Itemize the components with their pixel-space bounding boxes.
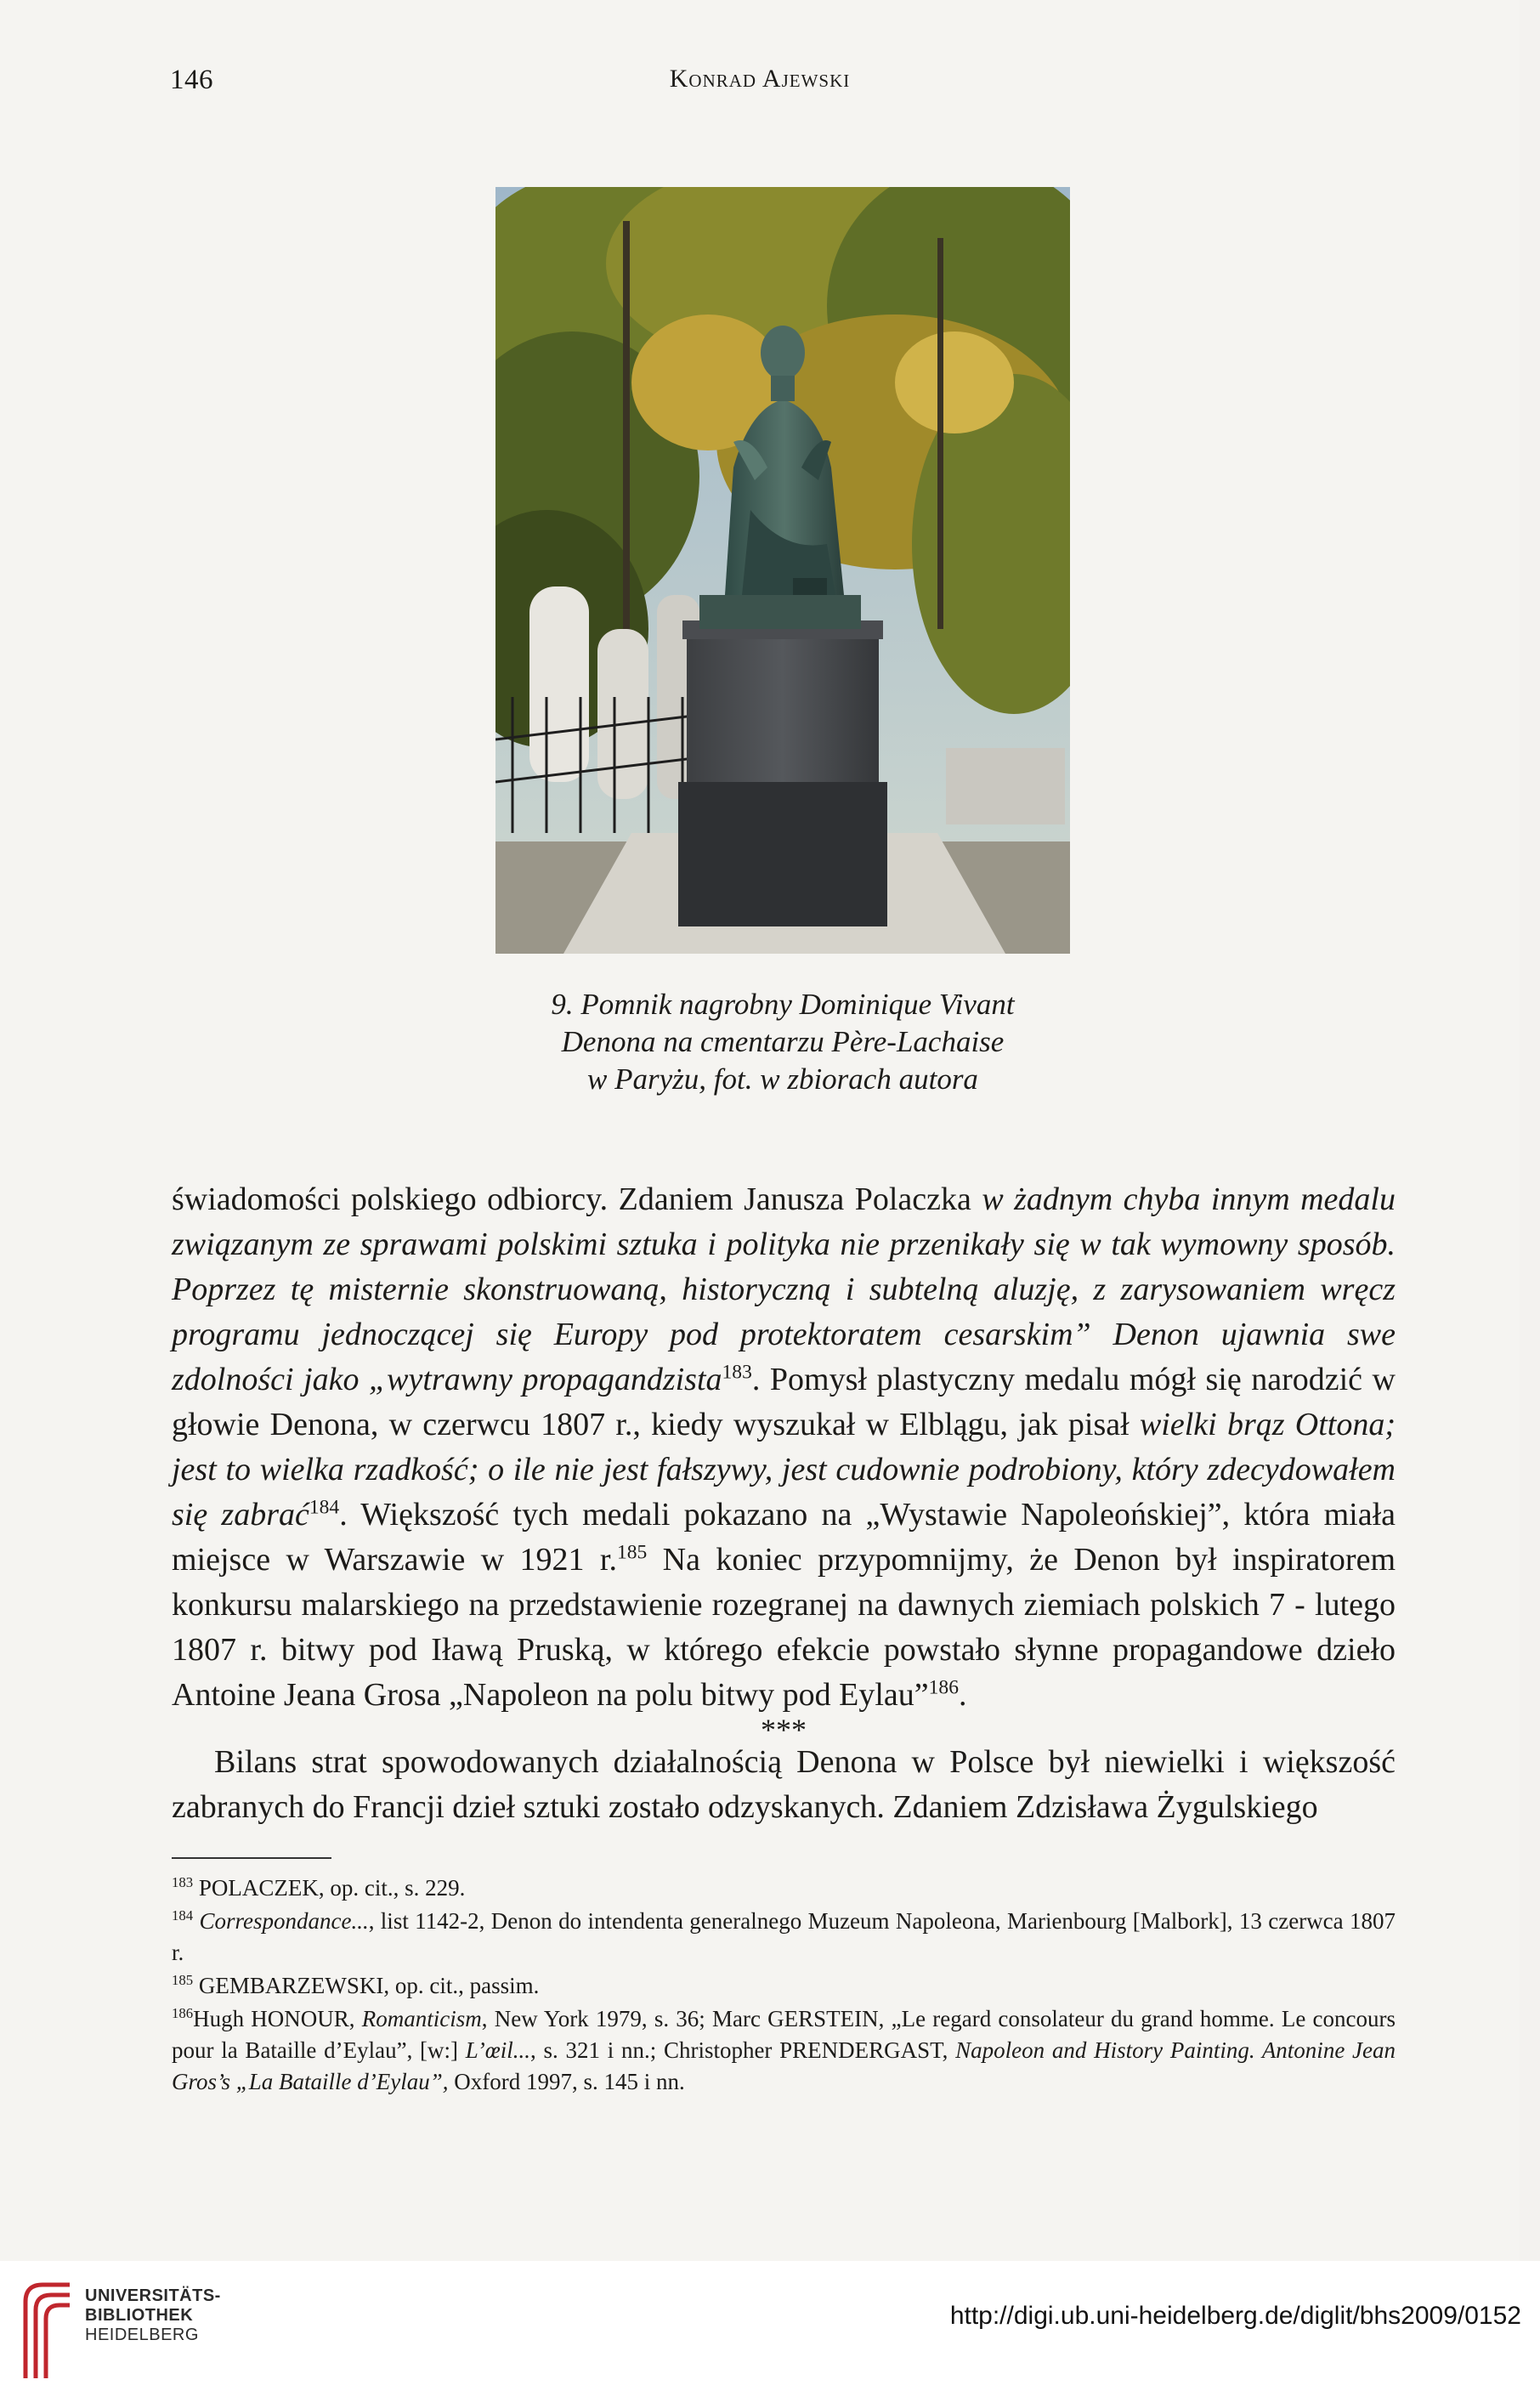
- footnotes: [172, 1873, 1396, 2099]
- footnote-title: Correspondance...: [199, 1908, 369, 1934]
- footnote-text: , s. 321 i nn.; Christopher PRENDERGAST,: [530, 2037, 956, 2063]
- footnote-text: POLACZEK, op. cit., s. 229.: [198, 1875, 466, 1901]
- footnote-183: [172, 1873, 1396, 1904]
- footnote-ref-185[interactable]: 185: [616, 1541, 648, 1564]
- p1-part-c: . Większość tych medali pokazano na „Wystawie Napoleońskiej”, która miała miejsce w Warszawie w 1921 r.: [172, 1497, 1396, 1578]
- footnote-185: [172, 1970, 1396, 2002]
- footnote-text: Oxford 1997, s. 145 i nn.: [448, 2069, 685, 2094]
- footnote-184: [172, 1906, 1396, 1969]
- p1-part-d: Na koniec przypomnijmy, że Denon był inspiratorem konkursu malarskiego na przedstawienie rozegranej na dawnych ziemiach polskich 7 - lutego 1807 r. bitwy pod Iławą Pruską, w którego efekcie powstało słynne propagandowe dzieło Antoine Jeana Grosa „Napoleon na polu bitwy pod Eylau”: [172, 1542, 1396, 1713]
- running-header-author: Konrad Ajewski: [669, 65, 851, 93]
- footnote-text: , list 1142-2, Denon do intendenta generalnego Muzeum Napoleona, Marienbourg [Malbork], 13 czerwca 1807 r.: [172, 1908, 1396, 1965]
- footnote-text: Hugh HONOUR,: [193, 2006, 362, 2031]
- footnote-title: Napoleon and History Painting. Antonine Jean Gros’s „La Bataille d’Eylau”,: [172, 2037, 1396, 2094]
- library-line-1: UNIVERSITÄTS-: [85, 2286, 221, 2305]
- caption-line-3: w Paryżu, fot. w zbiorach autora: [587, 1062, 978, 1096]
- footnote-text: , New York 1979, s. 36; Marc GERSTEIN, „Le regard consolateur du grand homme. Le concours pour la Bataille d’Eylau”, [w:]: [172, 2006, 1396, 2063]
- footnote-num: 184: [172, 1907, 194, 1924]
- footnote-num: 186: [172, 2005, 194, 2021]
- footnote-ref-183[interactable]: 183: [722, 1361, 752, 1384]
- library-line-3: HEIDELBERG: [85, 2326, 199, 2344]
- library-name: [85, 2286, 221, 2345]
- library-line-2: BIBLIOTHEK: [85, 2306, 194, 2325]
- section-separator: ***: [761, 1713, 807, 1747]
- paragraph-1: [172, 1177, 1396, 1718]
- source-url-link[interactable]: http://digi.ub.uni-heidelberg.de/diglit/bhs2009/0152: [949, 2302, 1521, 2330]
- footnote-ref-186[interactable]: 186: [928, 1676, 959, 1699]
- caption-line-2: Denona na cmentarzu Père-Lachaise: [561, 1025, 1005, 1058]
- p1-part-b: . Pomysł plastyczny medalu mógł się narodzić w głowie Denona, w czerwcu 1807 r., kiedy wyszukał w Elblągu, jak pisał: [172, 1362, 1396, 1442]
- footnote-title: Romanticism: [361, 2006, 482, 2031]
- monument-illustration: [495, 187, 1070, 954]
- figure-caption: [495, 986, 1070, 1098]
- footnote-num: 183: [172, 1874, 194, 1890]
- footnote-rule: [172, 1857, 331, 1859]
- footnote-text: GEMBARZEWSKI, op. cit., passim.: [198, 1973, 540, 1998]
- page-number: 146: [170, 65, 213, 95]
- p1-part-a: świadomości polskiego odbiorcy. Zdaniem Janusza Polaczka: [172, 1181, 982, 1217]
- footnote-ref-184[interactable]: 184: [309, 1496, 340, 1519]
- main-text: [172, 1177, 1396, 1830]
- footnote-title: L’œil...: [465, 2037, 531, 2063]
- library-logo-icon: [17, 2268, 76, 2387]
- p1-quote-denon: wielki brąz Ottona; jest to wielka rzadkość; o ile nie jest fałszywy, jest cudownie podrobiony, który zdecydowałem się zabrać: [172, 1407, 1396, 1533]
- paragraph-2: Bilans strat spowodowanych działalnością Denona w Polsce był niewielki i większość zabranych do Francji dzieł sztuki zostało odzyskanych. Zdaniem Zdzisława Żygulskiego: [172, 1744, 1396, 1825]
- monument-photo: [495, 187, 1070, 954]
- footnote-num: 185: [172, 1972, 194, 1988]
- p1-quote-polaczek: w żadnym chyba innym medalu związanym ze sprawami polskimi sztuka i polityka nie przenikały się w tak wymowny sposób. Poprzez tę misternie skonstruowaną, historyczną i subtelną aluzję, z zarysowaniem wręcz programu jednoczącej się Europy pod protektoratem cesarskim” Denon ujawnia swe zdolności jako „wytrawny propagandzista: [172, 1181, 1396, 1397]
- caption-line-1: 9. Pomnik nagrobny Dominique Vivant: [551, 988, 1015, 1021]
- footnote-186: [172, 2003, 1396, 2098]
- p1-end: .: [958, 1677, 967, 1713]
